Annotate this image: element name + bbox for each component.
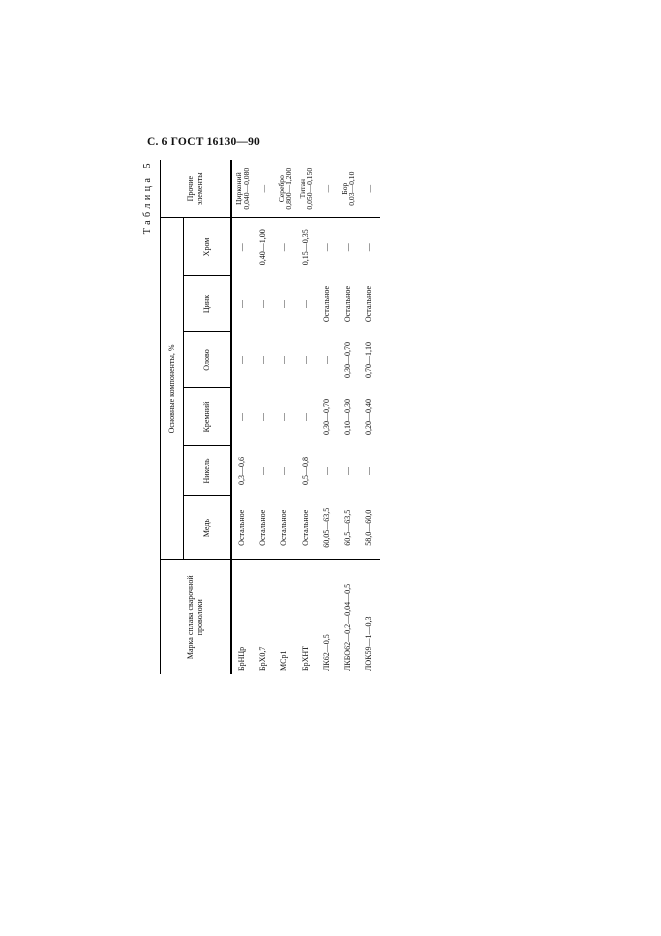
grade-cell: БрХ0,7: [258, 646, 268, 671]
grade-column-header: Марка сплава сварочной проволоки: [161, 560, 232, 674]
other-elements-cell: Цирконий 0,040—0,080: [231, 160, 253, 218]
column-header-nickel: Никель: [184, 446, 232, 496]
column-header-tin: Олово: [184, 332, 232, 388]
value-cell: —: [258, 413, 268, 421]
value-cell: —: [300, 300, 310, 308]
table-caption: Таблица 5: [142, 160, 153, 235]
table-row: [338, 160, 359, 674]
other-elements-cell: —: [253, 160, 274, 218]
table-row: [317, 160, 338, 674]
column-header-silicon: Кремний: [184, 388, 232, 446]
value-cell: 0,30—0,70: [342, 342, 352, 378]
alloy-composition-table: [160, 160, 380, 674]
column-header-copper: Медь: [184, 496, 232, 560]
table-row: [231, 160, 253, 674]
value-cell: —: [279, 467, 289, 475]
value-cell: —: [258, 300, 268, 308]
main-components-header: Основные компоненты, %: [161, 218, 184, 560]
other-elements-cell: Серебро 0,800—1,200: [274, 160, 295, 218]
value-cell: Остальное: [253, 496, 274, 560]
grade-cell: ЛОК59—1—0,3: [364, 616, 373, 671]
rotated-table-area: [142, 160, 380, 674]
value-cell: —: [321, 467, 331, 475]
value-cell: —: [364, 243, 373, 252]
value-cell: —: [279, 413, 289, 421]
value-cell: 0,30—0,70: [321, 399, 331, 435]
other-elements-cell: —: [359, 160, 380, 218]
value-cell: —: [364, 467, 373, 475]
value-cell: —: [279, 300, 289, 308]
grade-cell: МСр1: [279, 650, 289, 671]
other-elements-cell: —: [317, 160, 338, 218]
value-cell: —: [279, 356, 289, 364]
value-cell: —: [258, 356, 268, 364]
grade-cell: БрХНТ: [300, 645, 310, 671]
other-elements-cell: Бор 0,03—0,10: [338, 160, 359, 218]
value-cell: Остальное: [342, 285, 352, 323]
table-row: [295, 160, 316, 674]
grade-cell: ЛКБО62—0,2—0,04—0,5: [342, 583, 352, 671]
grade-cell: БрНЦр: [237, 646, 247, 671]
column-header-chromium: Хром: [184, 218, 232, 276]
table-row: [253, 160, 274, 674]
value-cell: —: [342, 467, 352, 475]
value-cell: —: [300, 356, 310, 364]
value-cell: —: [258, 467, 268, 475]
value-cell: —: [237, 243, 247, 252]
other-elements-header: Прочие элементы: [161, 160, 232, 218]
column-header-zinc: Цинк: [184, 276, 232, 332]
value-cell: —: [237, 356, 247, 364]
value-cell: —: [321, 356, 331, 364]
value-cell: —: [237, 300, 247, 308]
value-cell: 60,5—63,5: [338, 496, 359, 560]
value-cell: —: [237, 413, 247, 421]
value-cell: —: [342, 243, 352, 252]
value-cell: —: [321, 243, 331, 252]
value-cell: 0,40—1,00: [258, 229, 268, 266]
value-cell: Остальное: [231, 496, 253, 560]
table-row: [359, 160, 380, 674]
value-cell: —: [300, 413, 310, 421]
value-cell: Остальное: [274, 496, 295, 560]
page-header: С. 6 ГОСТ 16130—90: [147, 136, 260, 148]
value-cell: 0,20—0,40: [364, 399, 373, 435]
value-cell: 0,70—1,10: [364, 342, 373, 378]
value-cell: 58,0—60,0: [359, 496, 380, 560]
value-cell: 0,5—0,8: [300, 457, 310, 485]
value-cell: Остальное: [321, 285, 331, 323]
other-elements-cell: Титан 0,050—0,150: [295, 160, 316, 218]
value-cell: 60,05—63,5: [317, 496, 338, 560]
value-cell: 0,15—0,35: [300, 229, 310, 266]
table-row: [274, 160, 295, 674]
grade-cell: ЛК62—0,5: [321, 634, 331, 671]
value-cell: Остальное: [364, 285, 373, 323]
value-cell: —: [279, 243, 289, 252]
value-cell: 0,3—0,6: [237, 457, 247, 485]
value-cell: Остальное: [295, 496, 316, 560]
value-cell: 0,10—0,30: [342, 399, 352, 435]
